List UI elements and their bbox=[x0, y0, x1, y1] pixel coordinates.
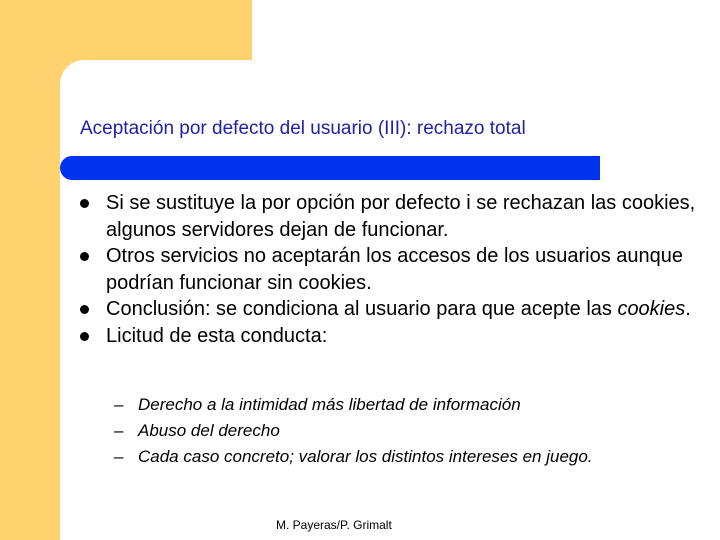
bullet-text-end: . bbox=[685, 298, 691, 320]
bullet-item bbox=[78, 296, 698, 323]
bullet-text: Otros servicios no aceptarán los accesos de los usuarios aunque podrían funcionar sin cookies. bbox=[106, 245, 683, 294]
bullet-dot-icon bbox=[80, 199, 89, 208]
sub-item bbox=[114, 418, 704, 444]
sub-item-text: Cada caso concreto; valorar los distintos intereses en juego. bbox=[138, 447, 593, 466]
slide-title: Aceptación por defecto del usuario (III): rechazo total bbox=[80, 118, 526, 139]
bullet-text: Si se sustituye la por opción por defecto i se rechazan las cookies, algunos servidores dejan de funcionar. bbox=[106, 192, 696, 241]
title-underline-bar bbox=[60, 156, 600, 180]
bullet-item bbox=[78, 323, 698, 350]
bullet-emphasis: cookies bbox=[617, 298, 686, 320]
sub-item-text: Derecho a la intimidad más libertad de información bbox=[138, 395, 521, 414]
bullet-dot-icon bbox=[80, 332, 89, 341]
bullet-dot-icon bbox=[80, 252, 89, 261]
bullet-dot-icon bbox=[80, 305, 89, 314]
sub-bullet-list bbox=[114, 392, 704, 470]
bullet-text: Licitud de esta conducta: bbox=[106, 324, 328, 347]
dash-icon: – bbox=[114, 447, 124, 466]
sub-item bbox=[114, 392, 704, 418]
bullet-item bbox=[78, 190, 698, 243]
slide-footer: M. Payeras/P. Grimalt bbox=[276, 518, 392, 532]
dash-icon: – bbox=[114, 395, 124, 414]
bullet-list bbox=[78, 190, 698, 349]
sub-item bbox=[114, 444, 704, 470]
dash-icon: – bbox=[114, 421, 124, 440]
bullet-item bbox=[78, 243, 698, 296]
sub-item-text: Abuso del derecho bbox=[138, 421, 280, 440]
bullet-text: Conclusión: se condiciona al usuario para que acepte las bbox=[106, 298, 618, 320]
